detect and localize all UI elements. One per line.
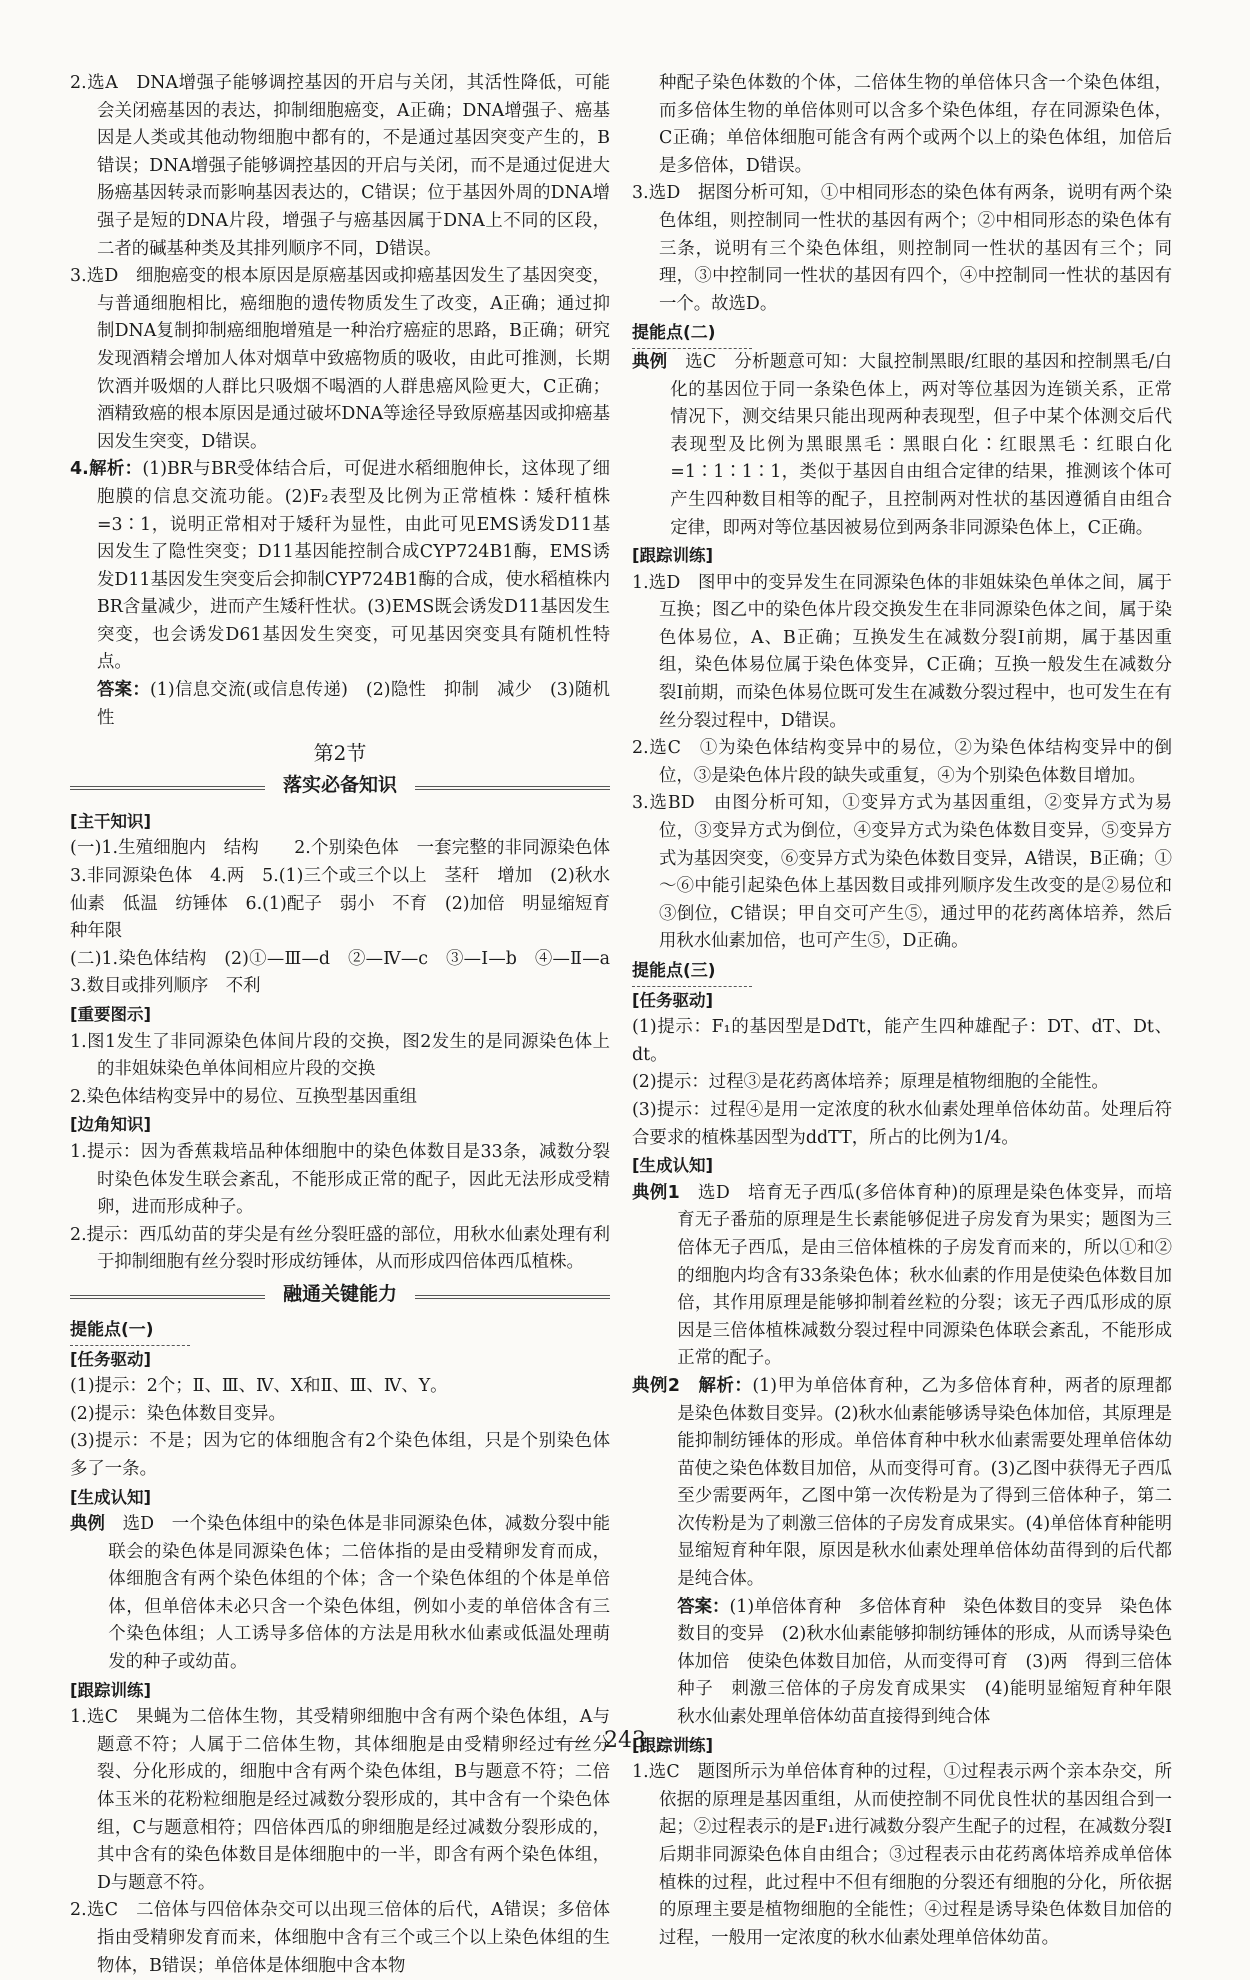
example-4-text: (1)甲为单倍体育种，乙为多倍体育种，两者的原理都是染色体数目变异。(2)秋水仙素能够诱导染色体加倍，其原理是能抑制纺锤体的形成。单倍体育种中秋水仙素需要处理单倍体幼苗使之染色体数目加倍，从而变得可育。(3)乙图中获得无子西瓜至少需要两年，乙图中第一次传粉是为了得到三倍体种子，第二次传粉是为了刺激三倍体的子房发育成果实。(4)单倍体育种能明显缩短育种年限，原因是秋水仙素处理单倍体幼苗得到的后代都是纯合体。 <box>677 1375 1172 1590</box>
page-number <box>0 1728 1250 1753</box>
answer-4 <box>70 456 610 677</box>
example-text: 选D 一个染色体组中的染色体是非同源染色体，减数分裂中能联会的染色体是同源染色体；二倍体指的是由受精卵发育而成，体细胞含有两个染色体组的个体；含一个染色体组的个体是单倍体，但单倍体未必只含一个染色体组，例如小麦的单倍体含有三个染色体组；人工诱导多倍体的方法是用秋水仙素或低温处理萌发的种子或幼苗。 <box>108 1514 610 1673</box>
answer-4-key-label: 答案： <box>96 680 151 701</box>
example-4-answer-label: 答案： <box>677 1596 730 1617</box>
label-main-knowledge: [主干知识] <box>70 811 152 831</box>
key-figures-2: 2.染色体结构变异中的易位、互换型基因重组 <box>70 1086 418 1107</box>
example-3-text: 选D 培育无子西瓜(多倍体育种)的原理是染色体变异，而培育无子番茄的原理是生长素能够促进子房发育为果实；题图为三倍体无子西瓜，是由三倍体植株的子房发育而来的，所以①和②的细胞内均含有33条染色体；秋水仙素的作用是使染色体数目加倍，其作用原理是能够抑制着丝粒的分裂；该无子西瓜形成的原因是三倍体植株减数分裂过程中同源染色体联会紊乱，不能形成正常的配子。 <box>677 1182 1172 1369</box>
example-4-answer <box>632 1594 1190 1732</box>
practice-c1: 1.选C 题图所示为单倍体育种的过程，①过程表示两个亲本杂交，所依据的原理是基因重组，从而使控制不同优良性状的基因组合到一起；②过程表示的是F₁进行减数分裂产生配子的过程，在减数分裂Ⅰ后期非同源染色体自由组合；③过程表示由花药离体培养成单倍体植株的过程，此过程中不但有细胞的分裂还有细胞的分化，所依据的原理主要是植物细胞的全能性；④过程是诱导染色体数目加倍的过程，一般用一定浓度的秋水仙素处理单倍体幼苗。 <box>632 1762 1172 1948</box>
main-knowledge-2: (二)1.染色体结构 (2)①—Ⅲ—d ②—Ⅳ—c ③—Ⅰ—b ④—Ⅱ—a 3.数目或排列顺序 不利 <box>70 948 628 997</box>
example <box>70 1511 610 1677</box>
task-drive-3: (3)提示：不是；因为它的体细胞含有2个染色体组，只是个别染色体多了一条。 <box>70 1431 610 1479</box>
task-drive-b2: (2)提示：过程③是花药离体培养；原理是植物细胞的全能性。 <box>632 1072 1109 1093</box>
label-practice-3: [跟踪训练] <box>632 1735 714 1755</box>
key-figures-1: 1.图1发生了非同源染色体间片段的交换，图2发生的是同源染色体上的非姐妹染色单体间相应片段的交换 <box>70 1031 610 1080</box>
task-drive-1: (1)提示：2个；Ⅱ、Ⅲ、Ⅳ、X和Ⅱ、Ⅲ、Ⅳ、Y。 <box>70 1376 448 1397</box>
label-side-knowledge: [边角知识] <box>70 1115 152 1135</box>
banner-essential-knowledge-text: 落实必备知识 <box>265 774 415 796</box>
answer-3: 3.选D 细胞癌变的根本原因是原癌基因或抑癌基因发生了基因突变，与普通细胞相比，癌细胞的遗传物质发生了改变，A正确；通过抑制DNA复制抑制癌细胞增殖是一种治疗癌症的思路，B正确；研究发现酒精会增加人体对烟草中致癌物质的吸收，由此可推测，长期饮酒并吸烟的人群比只吸烟不喝酒的人群患癌风险更大，C正确；酒精致癌的根本原因是通过破坏DNA等途径导致原癌基因或抑癌基因发生突变，D错误。 <box>70 266 610 452</box>
banner-key-abilities <box>70 1281 610 1311</box>
side-knowledge-2: 2.提示：西瓜幼苗的芽尖是有丝分裂旺盛的部位，用秋水仙素处理有利于抑制细胞有丝分裂时形成纺锤体，从而形成四倍体西瓜植株。 <box>70 1224 610 1273</box>
example-2-label: 典例 <box>632 351 668 372</box>
page-number-text: 243 <box>604 1728 646 1753</box>
ability-point-2: 提能点(二) <box>632 320 752 349</box>
label-practice: [跟踪训练] <box>70 1680 152 1700</box>
answer-4-label: 4.解析： <box>70 459 143 480</box>
banner-essential-knowledge <box>70 772 610 802</box>
label-cognition: [生成认知] <box>70 1487 152 1507</box>
page-dash-right <box>662 1741 696 1742</box>
example-label: 典例 <box>70 1514 106 1535</box>
task-drive-b1: (1)提示：F₁的基因型是DdTt，能产生四种雄配子：DT、dT、Dt、dt。 <box>632 1017 1172 1065</box>
page-dash-left <box>554 1741 588 1742</box>
practice-2: 2.选C 二倍体与四倍体杂交可以出现三倍体的后代，A错误；多倍体指由受精卵发育而来，体细胞中含有三个或三个以上染色体组的生物体，B错误；单倍体是体细胞中含本物 <box>70 1900 610 1976</box>
practice-2-continued: 种配子染色体数的个体，二倍体生物的单倍体只含一个染色体组，而多倍体生物的单倍体则可以含多个染色体组，存在同源染色体，C正确；单倍体细胞可能含有两个或两个以上的染色体组，加倍后是多倍体，D错误。 <box>658 73 1172 176</box>
label-task-drive-2: [任务驱动] <box>632 990 714 1010</box>
label-cognition-2: [生成认知] <box>632 1156 714 1176</box>
task-drive-b3: (3)提示：过程④是用一定浓度的秋水仙素处理单倍体幼苗。处理后符合要求的植株基因型为ddTT，所占的比例为1/4。 <box>632 1099 1172 1148</box>
practice-b2: 2.选C ①为染色体结构变异中的易位，②为染色体结构变异中的倒位，③是染色体片段的缺失或重复，④为个别染色体数目增加。 <box>632 738 1172 786</box>
answer-2: 2.选A DNA增强子能够调控基因的开启与关闭，其活性降低，可能会关闭癌基因的表达，抑制细胞癌变，A正确；DNA增强子、癌基因是人类或其他动物细胞中都有的，不是通过基因突变产生的，B错误；DNA增强子能够调控基因的开启与关闭，而不是通过促进大肠癌基因转录而影响基因表达的，C错误；位于基因外周的DNA增强子是短的DNA片段，增强子与癌基因属于DNA上不同的区段，二者的碱基种类及其排列顺序不同，D错误。 <box>70 73 610 259</box>
right-column <box>632 70 1190 1952</box>
practice-b1: 1.选D 图甲中的变异发生在同源染色体的非姐妹染色单体之间，属于互换；图乙中的染色体片段交换发生在非同源染色体之间，属于染色体易位，A、B正确；互换发生在减数分裂Ⅰ前期，属于基因重组，染色体易位属于染色体变异，C正确；互换一般发生在减数分裂Ⅰ前期，而染色体易位既可发生在减数分裂过程中，也可发生在有丝分裂过程中，D错误。 <box>632 572 1172 731</box>
label-key-figures: [重要图示] <box>70 1005 152 1024</box>
example-4 <box>632 1373 1172 1594</box>
practice-1: 1.选C 果蝇为二倍体生物，其受精卵细胞中含有两个染色体组，A与题意不符；人属于二倍体生物，其体细胞是由受精卵经过有丝分裂、分化形成的，细胞中含有两个染色体组，B与题意不符；二倍体玉米的花粉粒细胞是经过减数分裂形成的，其中含有一个染色体组，C与题意相符；四倍体西瓜的卵细胞是经过减数分裂形成的，其中含有的染色体数目是体细胞中的一半，即含有两个染色体组，D与题意不符。 <box>70 1707 610 1893</box>
ability-point-3: 提能点(三) <box>632 958 752 987</box>
ability-point-1: 提能点(一) <box>70 1317 190 1346</box>
example-4-label: 典例2 <box>632 1375 681 1396</box>
answer-4-key-text: (1)信息交流(或信息传递) (2)隐性 抑制 减少 (3)随机性 <box>96 680 610 728</box>
banner-key-abilities-text: 融通关键能力 <box>265 1283 415 1305</box>
example-4-answer-text: (1)单倍体育种 多倍体育种 染色体数目的变异 染色体数目的变异 (2)秋水仙素能够抑制纺锤体的形成，从而诱导染色体加倍 使染色体数目加倍，从而变得可育 (3)两 得到三倍体种子 刺激三倍体的子房发育成果实 (4)能明显缩短育种年限 秋水仙素处理单倍体幼苗直接得到纯合体 <box>677 1596 1190 1728</box>
example-2-text: 选C 分析题意可知：大鼠控制黑眼/红眼的基因和控制黑毛/白化的基因位于同一条染色体上，两对等位基因为连锁关系，正常情况下，测交结果只能出现两种表现型，但子中某个体测交后代表现型及比例为黑眼黑毛∶黑眼白化∶红眼黑毛∶红眼白化=1∶1∶1∶1，类似于基因自由组合定律的结果，推测该个体可产生四种数目相等的配子，且控制两对性状的基因遵循自由组合定律，即两对等位基因被易位到两条非同源染色体上，C正确。 <box>670 351 1172 538</box>
practice-b3: 3.选BD 由图分析可知，①变异方式为基因重组，②变异方式为易位，③变异方式为倒位，④变异方式为染色体数目变异，⑤变异方式为基因突变，⑥变异方式为染色体数目变异，A错误，B正确；①～⑥中能引起染色体上基因数目或排列顺序发生改变的是②易位和③倒位，C错误；甲自交可产生⑤，通过甲的花药离体培养，然后用秋水仙素加倍，也可产生⑤，D正确。 <box>632 793 1172 952</box>
example-2 <box>632 349 1172 542</box>
main-knowledge-1: (一)1.生殖细胞内 结构 2.个别染色体 一套完整的非同源染色体 3.非同源染色体 4.两 5.(1)三个或三个以上 茎秆 增加 (2)秋水仙素 低温 纺锤体 6.(1)配子 弱小 不育 (2)加倍 明显缩短育种年限 <box>70 838 628 942</box>
task-drive-2: (2)提示：染色体数目变异。 <box>70 1403 286 1424</box>
label-task-drive: [任务驱动] <box>70 1349 152 1369</box>
practice-3: 3.选D 据图分析可知，①中相同形态的染色体有两条，说明有两个染色体组，则控制同一性状的基因有两个；②中相同形态的染色体有三条，说明有三个染色体组，则控制同一性状的基因有三个；同理，③中控制同一性状的基因有四个，④中控制同一性状的基因有一个。故选D。 <box>632 183 1172 314</box>
example-3-label: 典例1 <box>632 1182 680 1203</box>
label-practice-2: [跟踪训练] <box>632 546 714 566</box>
answer-4-key <box>70 677 610 732</box>
side-knowledge-1: 1.提示：因为香蕉栽培品种体细胞中的染色体数目是33条，减数分裂时染色体发生联会紊乱，不能形成正常的配子，因此无法形成受精卵，进而形成种子。 <box>70 1141 610 1218</box>
example-3 <box>632 1180 1172 1373</box>
example-4-jx: 解析： <box>698 1375 753 1396</box>
answer-4-text: (1)BR与BR受体结合后，可促进水稻细胞伸长，这体现了细胞膜的信息交流功能。(2)F₂表型及比例为正常植株∶矮秆植株=3∶1，说明正常相对于矮秆为显性，由此可见EMS诱发D11基因发生了隐性突变；D11基因能控制合成CYP724B1酶，EMS诱发D11基因发生突变后会抑制CYP724B1酶的合成，使水稻植株内BR含量减少，进而产生矮秆性状。(3)EMS既会诱发D11基因发生突变，也会诱发D61基因发生突变，可见基因突变具有随机性特点。 <box>96 459 610 673</box>
section-title: 第2节 <box>313 741 367 766</box>
